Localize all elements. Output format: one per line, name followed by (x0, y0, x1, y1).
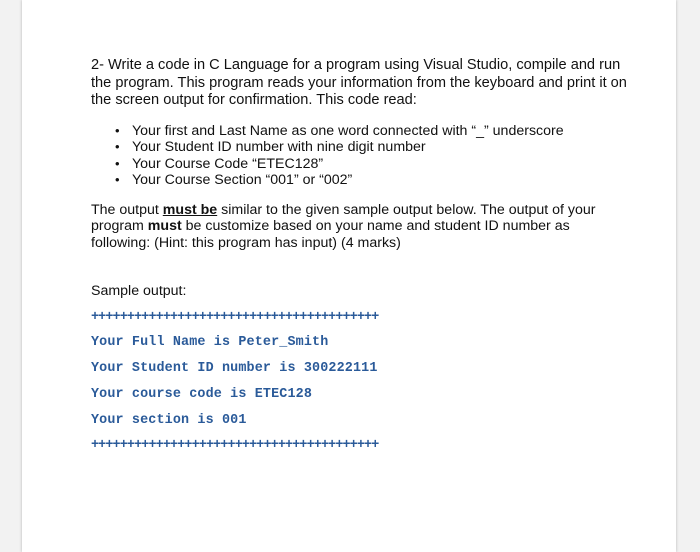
must-emphasis: must (147, 218, 182, 234)
must-be-emphasis: must be (162, 201, 218, 218)
requirements-list (91, 123, 631, 189)
requirement-item: • Your Course Code “ETEC128” (115, 156, 631, 173)
sample-border-top: ++++++++++++++++++++++++++++++++++++++++ (91, 310, 379, 325)
output-text-part2: similar to the given sample output below. The output of your program (91, 201, 596, 234)
sample-line-name: Your Full Name is Peter_Smith (91, 335, 329, 350)
output-instructions (91, 202, 631, 252)
sample-output-label: Sample output: (91, 283, 187, 299)
sample-line-id: Your Student ID number is 300222111 (91, 361, 378, 376)
requirement-item: • Your first and Last Name as one word connected with “_” underscore (115, 123, 631, 140)
sample-border-bottom: ++++++++++++++++++++++++++++++++++++++++ (91, 438, 379, 453)
requirement-item: • Your Course Section “001” or “002” (115, 172, 631, 189)
requirement-item: • Your Student ID number with nine digit number (115, 139, 631, 156)
question-content (91, 57, 631, 453)
output-text-part1: The output (91, 201, 163, 218)
sample-line-course: Your course code is ETEC128 (91, 387, 313, 402)
document-page (22, 0, 676, 552)
output-text-part3: be customize based on your name and student ID number as following: (Hint: this program has input) (4 marks) (91, 218, 570, 251)
question-intro: 2- Write a code in C Language for a program using Visual Studio, compile and run the program. This program reads your information from the keyboard and print it on the screen output for confirmation. This code read: (91, 57, 627, 108)
sample-line-section: Your section is 001 (91, 413, 247, 428)
